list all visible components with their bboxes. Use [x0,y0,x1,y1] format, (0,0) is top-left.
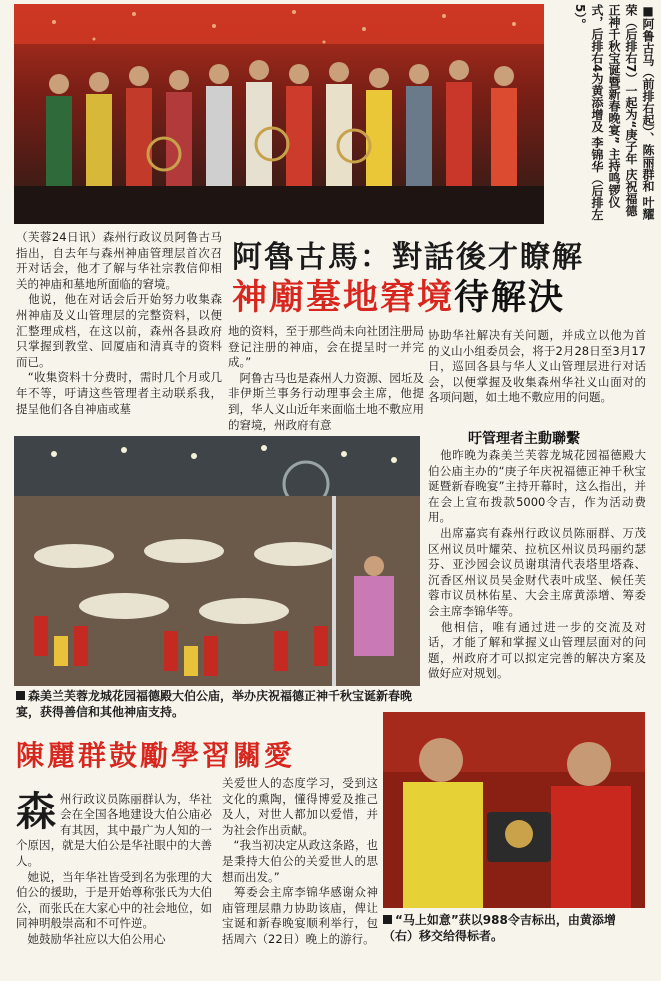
caption-line: 叶耀荣（后排右7）一起为“庚子年 [624,4,655,221]
headline-red-part: 神廟墓地窘境 [232,278,455,318]
caption-line: ■阿鲁古马（前排右起）、陈丽群和 [641,4,655,192]
article2-column-2: 关爱世人的态度学习，受到这文化的熏陶，懂得博爱及推己及人，对世人都加以爱惜，并为社会作出贡献。 “我当初决定从政这条路，也是秉持大伯公的关爱世人的思想而出发。” 筹委会主席李锦华感谢众神庙管理层鼎力协助该庙，俾让宝诞和新春晚宴顺利举行，包括周六（22日）晚上的游行。 [222,776,378,946]
article1-column-4: 他昨晚为森美兰芙蓉龙城花园福德殿大伯公庙主办的“庚子年庆祝福德正神千秋宝诞暨新春晚宴”主持开幕时，这么指出，并在会上宣布拨款5000令吉，作为活动费用。 出席嘉宾有森州行政议员陈丽群、万茂区州议员叶耀荣、拉杭区州议员玛丽约瑟芬、亚沙园会议员谢琪清代表塔里塔森、沉香区州议员吴金财代表叶成坚、候任芙蓉市议员林佑星、大会主席黄添增、筹委会主席李锦华等。 他相信，唯有通过进一步的交流及对话，才能了解和掌握义山管理层面对的问题，州政府才可以拟定完善的解决方案及做好应对规划。 [428,448,646,681]
caption-marker-square [383,915,392,924]
top-photo-caption [546,4,656,224]
caption-marker-square [16,691,25,700]
banquet-photo-caption [16,688,420,720]
caption-text: 森美兰芙蓉龙城花园福德殿大伯公庙，举办庆祝福德正神千秋宝诞新春晚宴，获得善信和其他神庙支持。 [16,689,413,719]
article1-column-3: 协助华社解决有关问题，并成立以他为首的义山小组委员会，将于2月28日至3月17日，巡回各县与华人义山管理层进行对话会，以便掌握及收集森州华社义山面对的各项问题，如土地不敷应用的问题。 [428,328,646,405]
top-photo-gong-ceremony [14,4,544,224]
caption-line: 主持鸣锣仪式，后排右4为黄添增及 [590,4,621,209]
caption-text: “马上如意”获以988令吉标出，由黄添增（右）移交给得标者。 [383,913,616,943]
article2-column-1 [16,776,212,976]
banquet-photo [14,436,420,686]
article1-subhead: 吁管理者主動聯繫 [468,431,580,447]
banquet-illustration [14,436,420,686]
article1-column-1: （芙蓉24日讯）森州行政议员阿鲁古马指出，自去年与森州神庙管理层首次召开对话会，他才了解与华社宗教信仰相关的神庙和墓地所面临的窘境。 他说，他在对话会后开始努力收集森州神庙及义山管理层的完整资料，以便汇整理成档，在这以前，森州各县政府只掌握到教堂、回厦庙和清真寺的资料而已。 “收集资料十分费时，需时几个月或几年不等，吁请这些管理者主动联系我，提呈他们各自神庙或墓 [16,230,222,416]
drop-cap: 森 [16,788,56,835]
headline-2: 陳麗群鼓勵學習關愛 [16,739,296,772]
headline-line-2 [232,270,565,320]
top-photo-illustration [14,4,544,224]
headline-black-part: 待解決 [454,278,566,318]
caption-line: 庆祝福德正神千秋宝诞暨新春晚宴” [607,4,638,217]
caption-line: 李锦华（后排左5）。 [573,4,604,221]
plaque-handover-illustration [383,712,645,908]
plaque-handover-photo [383,712,645,908]
headline-line-1: 阿魯古馬：對話後才瞭解 [232,240,584,275]
article2-column-1-text: 州行政议员陈丽群认为，华社会在全国各地建设大伯公庙必有其因，其中最广为人知的一个原因，就是大伯公是华社眼中的大善人。 她说，当年华社皆受到名为张理的大伯公的援助，于是开始尊称张氏为大伯公，而张氏在大家心中的社会地位，如同神明般崇高和不可忤逆。 她鼓励华社应以大伯公用心 [16,791,212,946]
plaque-photo-caption [383,912,645,944]
article1-column-2: 地的资料，至于那些尚未向社团注册局登记注册的神庙，会在提呈时一并完成。” 阿鲁古马也是森州人力资源、园坵及非伊斯兰事务行动理事会主席，他提到，华人义山近年来面临土地不敷应用的窘境，州政府有意 [228,324,424,432]
